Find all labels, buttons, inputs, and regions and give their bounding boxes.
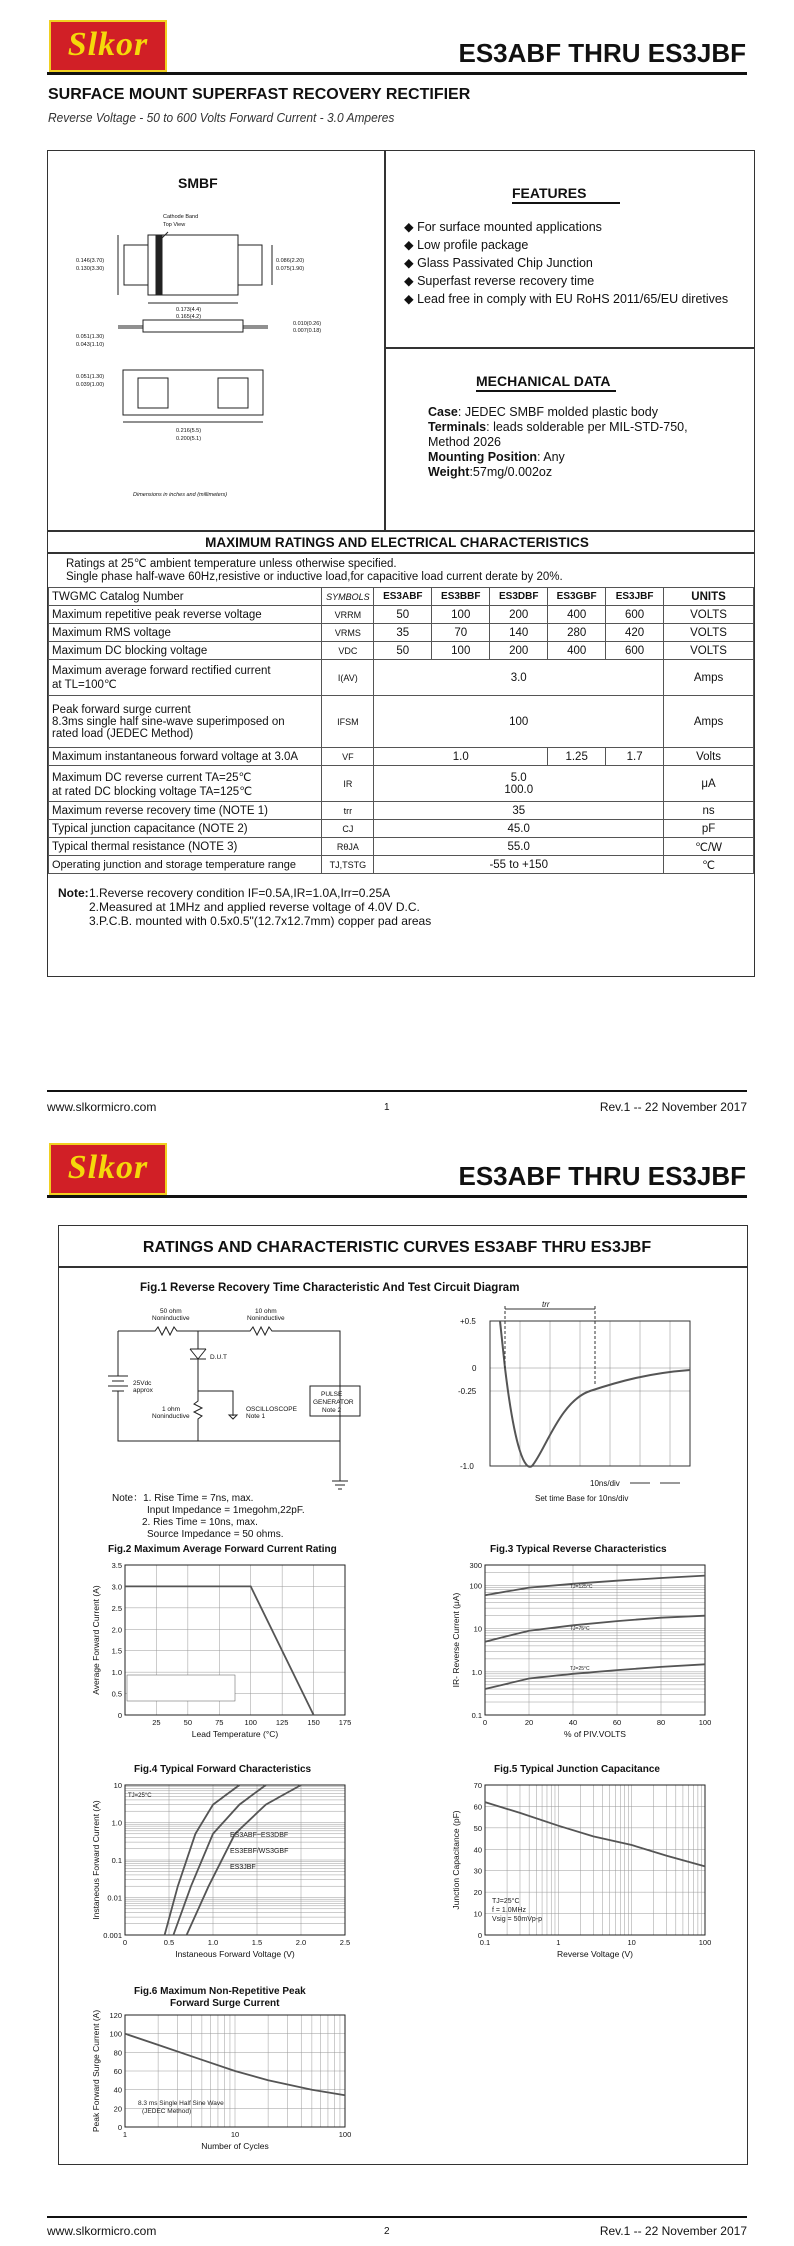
table-header: ES3JBF [606, 588, 664, 606]
resistor-label: 50 ohm [160, 1308, 182, 1315]
y-tick-label: 120 [109, 2011, 122, 2020]
reverse-recovery-waveform [450, 1301, 710, 1511]
feature-text: Lead free in comply with EU RoHS 2011/65/EU diretives [417, 292, 729, 306]
fig6-title-line2: Forward Surge Current [170, 1998, 280, 2009]
unit-cell: ℃ [664, 856, 754, 874]
dim-label: 0.165(4.2) [176, 314, 202, 320]
y-tick-label: 0.1 [471, 1711, 482, 1720]
annotation-label: TJ=25°C [128, 1793, 152, 1799]
fig5-chart [440, 1775, 720, 1975]
fig2-title: Fig.2 Maximum Average Forward Current Rating [108, 1544, 337, 1555]
source-label: 25Vdc [133, 1380, 152, 1387]
symbol-cell: VRRM [322, 606, 374, 624]
y-axis-label: Average Forward Current (A) [91, 1585, 101, 1695]
fig2-chart [80, 1555, 360, 1755]
dim-label: 0.051(1.30) [76, 334, 105, 340]
dim-label: 0.086(2.20) [276, 258, 305, 264]
unit-cell: μA [664, 766, 754, 802]
param-text: Peak forward surge current [52, 703, 191, 716]
y-tick-label: 20 [113, 2104, 122, 2114]
annotation-label: f = 1.0MHz [492, 1907, 527, 1914]
feature-text: For surface mounted applications [417, 220, 602, 234]
page-number: 2 [384, 2226, 390, 2237]
footer-url[interactable]: www.slkormicro.com [47, 1100, 157, 1114]
y-tick-label: 0.001 [103, 1931, 122, 1940]
value-cell [374, 766, 664, 802]
symbol-cell: VRMS [322, 624, 374, 642]
y-tick-label: 3.5 [111, 1561, 122, 1570]
param-text: Maximum average forward rectified current [52, 664, 271, 677]
x-tick-label: 150 [307, 1718, 320, 1727]
series-line [485, 1802, 705, 1866]
table-row [49, 766, 754, 802]
fig1-note: Note：1. Rise Time = 7ns, max. [112, 1493, 254, 1504]
x-tick-label: 2.5 [339, 1938, 351, 1947]
value-cell: 100 [432, 606, 490, 624]
series-line [485, 1664, 705, 1689]
unit-cell: ns [664, 802, 754, 820]
ratings-title-rule [47, 552, 755, 554]
oscilloscope-label: OSCILLOSCOPE [246, 1406, 297, 1413]
unit-cell: ℃/W [664, 838, 754, 856]
y-tick-label: 1.0 [111, 1818, 122, 1828]
list-item: ◆ Superfast reverse recovery time [404, 274, 595, 288]
y-tick-label: 40 [113, 2085, 122, 2095]
dim-label: 0.007(0.18) [293, 328, 322, 334]
param-cell [49, 696, 322, 748]
mounting-label: Mounting Position [428, 450, 538, 464]
value-cell: 50 [374, 606, 432, 624]
x-tick-label: 0 [122, 1938, 128, 1947]
y-axis-label: IR- Reverse Current (μA) [451, 1592, 461, 1688]
table-row [49, 856, 754, 874]
x-tick-label: 1 [556, 1938, 561, 1947]
symbol-cell: VDC [322, 642, 374, 660]
features-divider [384, 347, 755, 349]
y-tick-label: 60 [113, 2067, 122, 2076]
dim-label: 0.051(1.30) [76, 374, 105, 380]
table-header: SYMBOLS [322, 588, 374, 606]
page-title: ES3ABF THRU ES3JBF [458, 38, 746, 68]
value-cell: 35 [374, 802, 664, 820]
source-label: approx [133, 1387, 153, 1394]
symbol-cell: RθJA [322, 838, 374, 856]
table-header: ES3BBF [432, 588, 490, 606]
fig6-title: Fig.6 Maximum Non-Repetitive Peak [134, 1986, 306, 1997]
unit-cell: Amps [664, 696, 754, 748]
ratings-table [48, 587, 754, 874]
value-cell: -55 to +150 [374, 856, 664, 874]
brand-logo: Slkor [49, 20, 167, 72]
generator-label: Note 2 [322, 1407, 342, 1414]
value-cell: 400 [548, 642, 606, 660]
y-tick-label: 100 [109, 2029, 122, 2039]
y-tick-label: 1.0 [111, 1668, 122, 1678]
footer-url[interactable]: www.slkormicro.com [47, 2224, 157, 2238]
y-tick-label: 0.1 [111, 1856, 122, 1865]
features-title: FEATURES [512, 185, 587, 201]
page-2 [0, 1123, 794, 2246]
param-cell [49, 766, 322, 802]
terminals-method: Method 2026 [428, 435, 501, 449]
column-divider [384, 150, 386, 530]
x-tick-label: 50 [183, 1718, 193, 1727]
x-tick-label: 0.5 [163, 1938, 175, 1947]
list-item: ◆ Glass Passivated Chip Junction [404, 256, 593, 270]
x-axis-label: % of PIV.VOLTS [564, 1729, 626, 1739]
symbol-cell: TJ,TSTG [322, 856, 374, 874]
x-tick-label: 125 [275, 1718, 289, 1727]
annotation-label: (JEDEC Method) [142, 2108, 192, 2115]
y-tick-label: 30 [473, 1866, 482, 1876]
param-cell: Typical thermal resistance (NOTE 3) [49, 838, 322, 856]
feature-text: Low profile package [417, 238, 529, 252]
x-axis-label: Number of Cycles [201, 2141, 269, 2151]
y-tick: -1.0 [460, 1462, 474, 1471]
dim-label: 0.075(1.90) [276, 266, 305, 272]
value-text: 100.0 [504, 783, 534, 796]
symbol-cell: IFSM [322, 696, 374, 748]
x-tick-label: 25 [152, 1718, 161, 1727]
y-tick: -0.25 [458, 1387, 477, 1396]
header-rule [47, 72, 747, 75]
y-axis-label: Peak Forward Surge Current (A) [91, 2009, 101, 2133]
value-cell: 45.0 [374, 820, 664, 838]
y-tick-label: 2.0 [111, 1625, 122, 1635]
value-cell: 35 [374, 624, 432, 642]
param-text: 8.3ms single half sine-wave superimposed on [52, 715, 285, 728]
revision-date: Rev.1 -- 22 November 2017 [599, 1100, 747, 1114]
unit-cell: Volts [664, 748, 754, 766]
dim-label: 0.216(5.5) [176, 428, 202, 434]
param-cell: Maximum DC blocking voltage [49, 642, 322, 660]
value-cell: 3.0 [374, 660, 664, 696]
annotation-label: TJ=25°C [570, 1666, 590, 1672]
table-row [49, 820, 754, 838]
x-tick-label: 100 [338, 2130, 352, 2139]
value-text: 5.0 [510, 771, 527, 784]
dim-label: 0.200(5.1) [176, 436, 202, 442]
table-header-row [49, 588, 754, 606]
generator-label: PULSE [321, 1391, 343, 1398]
y-tick-label: 3.0 [111, 1582, 122, 1592]
symbol-cell: trr [322, 802, 374, 820]
param-cell [49, 660, 322, 696]
mechanical-title: MECHANICAL DATA [476, 373, 611, 389]
generator-label: GENERATOR [313, 1399, 354, 1406]
x-tick-label: 100 [698, 1938, 712, 1947]
dimension-note: Dimensions in inches and (millimeters) [133, 492, 228, 498]
revision-date: Rev.1 -- 22 November 2017 [599, 2224, 747, 2238]
package-drawing [76, 200, 348, 500]
footer-rule [47, 2216, 747, 2218]
time-base-label: Set time Base for 10ns/div [535, 1494, 629, 1503]
table-row [49, 696, 754, 748]
x-tick-label: 100 [698, 1718, 712, 1727]
curves-title: RATINGS AND CHARACTERISTIC CURVES ES3ABF THRU ES3JBF [142, 1239, 652, 1256]
weight-label: Weight [428, 465, 470, 479]
y-tick-label: 300 [469, 1561, 482, 1570]
value-cell: 140 [490, 624, 548, 642]
dim-label: 0.039(1.00) [76, 382, 105, 388]
y-tick-label: 0 [117, 2123, 122, 2132]
test-circuit-diagram [100, 1301, 380, 1501]
table-row [49, 748, 754, 766]
dim-label: 0.043(1.10) [76, 342, 105, 348]
unit-cell: VOLTS [664, 642, 754, 660]
features-underline [512, 202, 620, 204]
resistor-label: Noninductive [247, 1315, 285, 1322]
symbol-cell: VF [322, 748, 374, 766]
x-tick-label: 60 [612, 1718, 622, 1727]
fig1-notes [112, 1493, 305, 1541]
table-row [49, 624, 754, 642]
oscilloscope-label: Note 1 [246, 1413, 266, 1420]
unit-cell: VOLTS [664, 606, 754, 624]
list-item: ◆ Low profile package [404, 238, 529, 252]
resistor-label: Noninductive [152, 1315, 190, 1322]
annotation-label: TJ=25°C [492, 1898, 520, 1905]
y-tick-label: 60 [473, 1802, 482, 1812]
value-cell: 200 [490, 642, 548, 660]
y-tick-label: 0 [117, 1711, 122, 1720]
fig1-note: Input Impedance = 1megohm,22pF. [147, 1505, 305, 1516]
y-tick-label: 10 [113, 1781, 122, 1790]
y-axis-label: Junction Capacitance (pF) [451, 1810, 461, 1910]
value-cell: 600 [606, 606, 664, 624]
table-header: UNITS [664, 588, 754, 606]
annotation-label: Vsig = 50mVp-p [492, 1916, 542, 1923]
note-3: 3.P.C.B. mounted with 0.5x0.5"(12.7x12.7mm) copper pad areas [89, 914, 432, 928]
x-axis-label: Instaneous Forward Voltage (V) [175, 1949, 295, 1959]
table-row [49, 606, 754, 624]
note-2: 2.Measured at 1MHz and applied reverse voltage of 4.0V D.C. [89, 900, 420, 914]
fig3-chart [440, 1555, 720, 1755]
x-tick-label: 100 [244, 1718, 257, 1727]
fig5-title: Fig.5 Typical Junction Capacitance [494, 1764, 660, 1775]
terminals-value: : leads solderable per MIL-STD-750, [486, 420, 688, 434]
x-tick-label: 0 [482, 1718, 488, 1727]
param-text: Maximum DC reverse current TA=25℃ [52, 771, 252, 784]
fig3-title: Fig.3 Typical Reverse Characteristics [490, 1544, 667, 1555]
annotation-box [127, 1675, 235, 1701]
y-tick-label: 40 [473, 1845, 482, 1855]
y-tick: 0 [472, 1364, 477, 1373]
x-tick-label: 1.0 [207, 1938, 219, 1947]
dim-label: 0.173(4.4) [176, 307, 202, 313]
x-tick-label: 20 [524, 1718, 534, 1727]
annotation-label: TJ=125°C [570, 1584, 593, 1590]
fig1-title: Fig.1 Reverse Recovery Time Characteristic And Test Circuit Diagram [140, 1282, 520, 1294]
param-cell: Operating junction and storage temperature range [49, 856, 322, 874]
param-text: at rated DC blocking voltage TA=125℃ [52, 785, 253, 798]
symbol-cell: IR [322, 766, 374, 802]
ratings-note-1: Ratings at 25℃ ambient temperature unless otherwise specified. [66, 558, 397, 570]
list-item: ◆ For surface mounted applications [404, 220, 602, 234]
fig4-chart [80, 1775, 360, 1975]
value-cell: 280 [548, 624, 606, 642]
x-tick-label: 1.5 [251, 1938, 263, 1947]
ratings-title: MAXIMUM RATINGS AND ELECTRICAL CHARACTERISTICS [205, 535, 589, 550]
table-row [49, 660, 754, 696]
feature-text: Glass Passivated Chip Junction [417, 256, 593, 270]
terminals-label: Terminals [428, 420, 487, 434]
value-cell: 50 [374, 642, 432, 660]
param-text: at TL=100℃ [52, 678, 117, 691]
dim-label: 0.130(3.30) [76, 266, 105, 272]
table-header: ES3GBF [548, 588, 606, 606]
unit-cell: VOLTS [664, 624, 754, 642]
time-division-label: 10ns/div [590, 1479, 620, 1488]
ratings-note-2: Single phase half-wave 60Hz,resistive or inductive load,for capacitive load current derate by 20%. [66, 571, 563, 583]
y-tick-label: 0.01 [107, 1893, 122, 1903]
y-tick-label: 1.5 [111, 1646, 122, 1656]
dim-label: 0.010(0.26) [293, 321, 322, 327]
fig4-title: Fig.4 Typical Forward Characteristics [134, 1764, 312, 1775]
value-cell: 1.25 [548, 748, 606, 766]
value-cell: 55.0 [374, 838, 664, 856]
mechanical-data [428, 405, 688, 480]
x-tick-label: 40 [568, 1718, 578, 1727]
footer-rule [47, 1090, 747, 1092]
value-cell: 100 [432, 642, 490, 660]
y-tick: +0.5 [460, 1317, 476, 1326]
annotation-label: ES3EBF/WS3GBF [230, 1848, 289, 1855]
y-axis-label: Instaneous Forward Current (A) [91, 1800, 101, 1920]
ratings-top-rule [47, 530, 755, 532]
top-view-label: Top View [163, 222, 186, 228]
unit-cell: Amps [664, 660, 754, 696]
y-tick-label: 2.5 [111, 1603, 122, 1613]
annotation-label: ES3JBF [230, 1864, 256, 1871]
brand-logo: Slkor [49, 1143, 167, 1195]
x-axis-label: Reverse Voltage (V) [556, 1949, 634, 1959]
value-cell: 1.7 [606, 748, 664, 766]
param-text: rated load (JEDEC Method) [52, 727, 194, 740]
x-tick-label: 10 [627, 1938, 636, 1947]
y-tick-label: 0 [477, 1931, 482, 1940]
y-tick-label: 100 [469, 1581, 482, 1591]
trr-label: trr [542, 1300, 550, 1309]
page-title: ES3ABF THRU ES3JBF [458, 1161, 746, 1191]
param-cell: Maximum RMS voltage [49, 624, 322, 642]
y-tick-label: 20 [473, 1888, 482, 1898]
annotation-label: TJ=75°C [570, 1626, 590, 1632]
y-tick-label: 0.5 [111, 1689, 122, 1699]
header-rule [47, 1195, 747, 1198]
dut-label: D.U.T [210, 1354, 227, 1361]
value-cell: 70 [432, 624, 490, 642]
page-number: 1 [384, 1102, 390, 1113]
value-cell: 400 [548, 606, 606, 624]
x-tick-label: 175 [338, 1718, 352, 1727]
x-axis-label: Lead Temperature (°C) [191, 1729, 279, 1739]
annotation-label: 8.3 ms Single Half Sine Wave [138, 2100, 224, 2107]
cathode-band-label: Cathode Band [163, 214, 199, 220]
value-cell: 100 [374, 696, 664, 748]
package-name: SMBF [178, 175, 218, 191]
case-value: : JEDEC SMBF molded plastic body [457, 405, 658, 419]
value-cell: 600 [606, 642, 664, 660]
fig6-chart [80, 2009, 360, 2159]
x-tick-label: 2.0 [295, 1938, 307, 1947]
y-tick-label: 80 [113, 2048, 122, 2058]
x-tick-label: 80 [656, 1718, 666, 1727]
fig1-note: 2. Ries Time = 10ns, max. [142, 1517, 258, 1528]
value-cell: 1.0 [374, 748, 548, 766]
weight-value: :57mg/0.002oz [469, 465, 553, 479]
note-1: 1.Reverse recovery condition IF=0.5A,IR=1.0A,Irr=0.25A [89, 886, 391, 900]
y-tick-label: 70 [473, 1781, 482, 1790]
curves-title-rule [58, 1266, 748, 1268]
symbol-cell: CJ [322, 820, 374, 838]
mechanical-underline [476, 390, 616, 392]
table-header: TWGMC Catalog Number [49, 588, 322, 606]
param-cell: Maximum instantaneous forward voltage at 3.0A [49, 748, 322, 766]
y-tick-label: 10 [473, 1909, 482, 1919]
product-summary: Reverse Voltage - 50 to 600 Volts Forward Current - 3.0 Amperes [48, 110, 395, 125]
product-subtitle: SURFACE MOUNT SUPERFAST RECOVERY RECTIFIER [48, 86, 471, 103]
features-list [404, 218, 728, 308]
table-row [49, 802, 754, 820]
feature-text: Superfast reverse recovery time [417, 274, 595, 288]
case-label: Case [428, 405, 458, 419]
resistor-label: 10 ohm [255, 1308, 277, 1315]
notes-label: Note: [58, 886, 89, 900]
x-tick-label: 10 [230, 2130, 240, 2139]
y-tick-label: 1.0 [471, 1667, 482, 1677]
resistor-label: 1 ohm [162, 1406, 181, 1413]
list-item: ◆ Lead free in comply with EU RoHS 2011/65/EU diretives [404, 292, 729, 306]
param-cell: Typical junction capacitance (NOTE 2) [49, 820, 322, 838]
table-header: ES3DBF [490, 588, 548, 606]
fig1-note: Source Impedance = 50 ohms. [147, 1529, 284, 1540]
resistor-label: Noninductive [152, 1413, 190, 1420]
annotation-label: ES3ABF~ES3DBF [230, 1832, 289, 1839]
table-row [49, 642, 754, 660]
table-header: ES3ABF [374, 588, 432, 606]
param-cell: Maximum reverse recovery time (NOTE 1) [49, 802, 322, 820]
param-cell: Maximum repetitive peak reverse voltage [49, 606, 322, 624]
mounting-value: : Any [537, 450, 565, 464]
y-tick-label: 10 [473, 1624, 482, 1634]
dim-label: 0.146(3.70) [76, 258, 105, 264]
value-cell: 420 [606, 624, 664, 642]
x-tick-label: 1 [122, 2130, 128, 2139]
y-tick-label: 50 [473, 1823, 482, 1833]
symbol-cell: I(AV) [322, 660, 374, 696]
table-row [49, 838, 754, 856]
value-cell: 200 [490, 606, 548, 624]
x-tick-label: 0.1 [479, 1938, 491, 1947]
x-tick-label: 75 [215, 1718, 224, 1727]
unit-cell: pF [664, 820, 754, 838]
